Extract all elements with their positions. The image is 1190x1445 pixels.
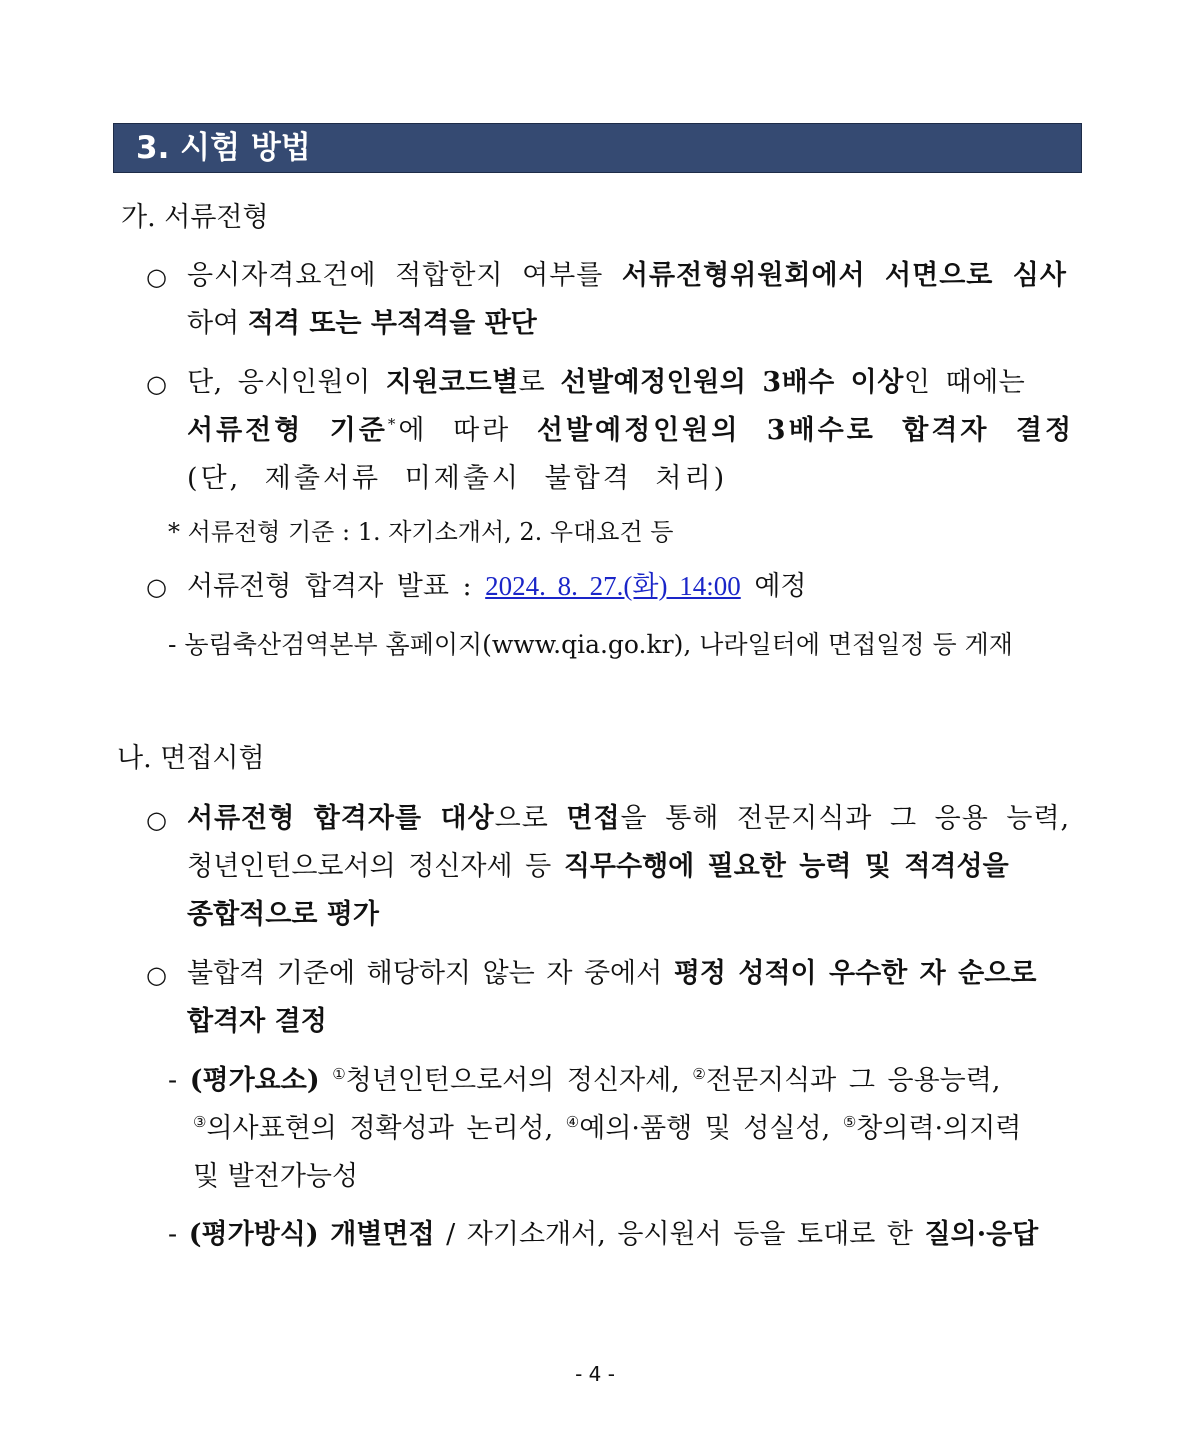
criteria-item: 청년인턴으로서의 정신자세, [345,1065,680,1096]
section-title: 3. 시험 방법 [136,130,311,166]
circled-number: ⑤ [842,1113,857,1131]
bullet-circle: ○ [146,263,167,291]
evaluation-criteria-line [168,1063,1000,1099]
paragraph-line [187,413,1074,449]
text-span: 불합격 기준에 해당하지 않는 자 중에서 [187,958,674,989]
text-span: 단, 응시인원이 [187,367,386,398]
text-span: 예정 [740,571,807,602]
footnote-marker: * [387,415,399,433]
paragraph-line [187,568,807,605]
paragraph-sub-item: - 농림축산검역본부 홈페이지(www.qia.go.kr), 나라일터에 면접일정 등 게재 [168,630,1013,659]
announcement-date-link[interactable]: 2024. 8. 27.(화) 14:00 [485,571,741,601]
evaluation-criteria-line: 및 발전가능성 [193,1161,359,1192]
page-number: - 4 - [575,1362,615,1386]
paragraph-line [187,365,1025,401]
criteria-item: 창의력·의지력 [856,1113,1022,1144]
text-span: 서류전형 합격자 발표 : [187,571,486,602]
paragraph-line: 합격자 결정 [187,1006,327,1037]
method-label: (평가방식) [188,1219,319,1250]
text-span: 인 때에는 [903,367,1026,398]
text-span: 하여 [187,308,248,339]
paragraph-line [187,801,1070,837]
subsection-heading-b: 나. 면접시험 [117,743,265,774]
paragraph-line [187,956,1036,992]
bullet-circle: ○ [146,806,167,834]
text-span: 에 따라 [398,415,537,446]
emphasis-text: 선발예정인원의 3배수 이상 [560,367,904,398]
paragraph-line: (단, 제출서류 미제출시 불합격 처리) [187,463,728,494]
paragraph-line [187,849,1009,885]
dash: - [168,1219,178,1250]
footnote: * 서류전형 기준 : 1. 자기소개서, 2. 우대요건 등 [168,518,674,546]
emphasis-text: 평정 성적이 우수한 자 순으로 [673,958,1037,989]
criteria-item: 전문지식과 그 응용능력, [705,1065,1001,1096]
emphasis-text: 직무수행에 필요한 능력 및 적격성을 [563,851,1009,882]
emphasis-text: 서류전형 기준 [187,415,388,446]
emphasis-text: 적격 또는 부적격을 판단 [247,308,537,339]
text-span: 응시자격요건에 적합한지 여부를 [187,260,622,291]
bullet-circle: ○ [146,573,167,601]
emphasis-text: 서류전형 합격자를 대상 [187,803,495,834]
emphasis-text: 지원코드별 [385,367,519,398]
emphasis-text: 면접 [566,803,621,834]
criteria-item: 의사표현의 정확성과 논리성, [206,1113,554,1144]
evaluation-label: (평가요소) [189,1065,320,1096]
evaluation-method-line [168,1217,1038,1253]
bullet-circle: ○ [146,370,167,398]
circled-number: ② [692,1065,706,1083]
criteria-item: 예의·품행 및 성실성, [579,1113,831,1144]
emphasis-text: 서류전형위원회에서 서면으로 심사 [621,260,1067,291]
paragraph-line: 종합적으로 평가 [187,899,379,930]
text-span: / 자기소개서, 응시원서 등을 토대로 한 [434,1219,925,1250]
emphasis-text: 선발예정인원의 3배수로 합격자 결정 [536,415,1075,446]
subsection-heading-a: 가. 서류전형 [121,202,269,233]
text-span: 으로 [494,803,567,834]
emphasis-text: 개별면접 [330,1219,435,1250]
paragraph-line [187,258,1073,294]
section-header-bar [113,123,1082,173]
emphasis-text: 질의·응답 [924,1219,1039,1250]
text-span: 로 [518,367,561,398]
paragraph-line [187,306,537,342]
dash: - [168,1065,178,1096]
circled-number: ③ [193,1113,207,1131]
text-span: 을 통해 전문지식과 그 응용 능력, [620,803,1071,834]
bullet-circle: ○ [146,961,167,989]
circled-number: ④ [565,1113,580,1131]
circled-number: ① [332,1065,346,1083]
text-span: 청년인턴으로서의 정신자세 등 [187,851,564,882]
evaluation-criteria-line [193,1111,1021,1147]
